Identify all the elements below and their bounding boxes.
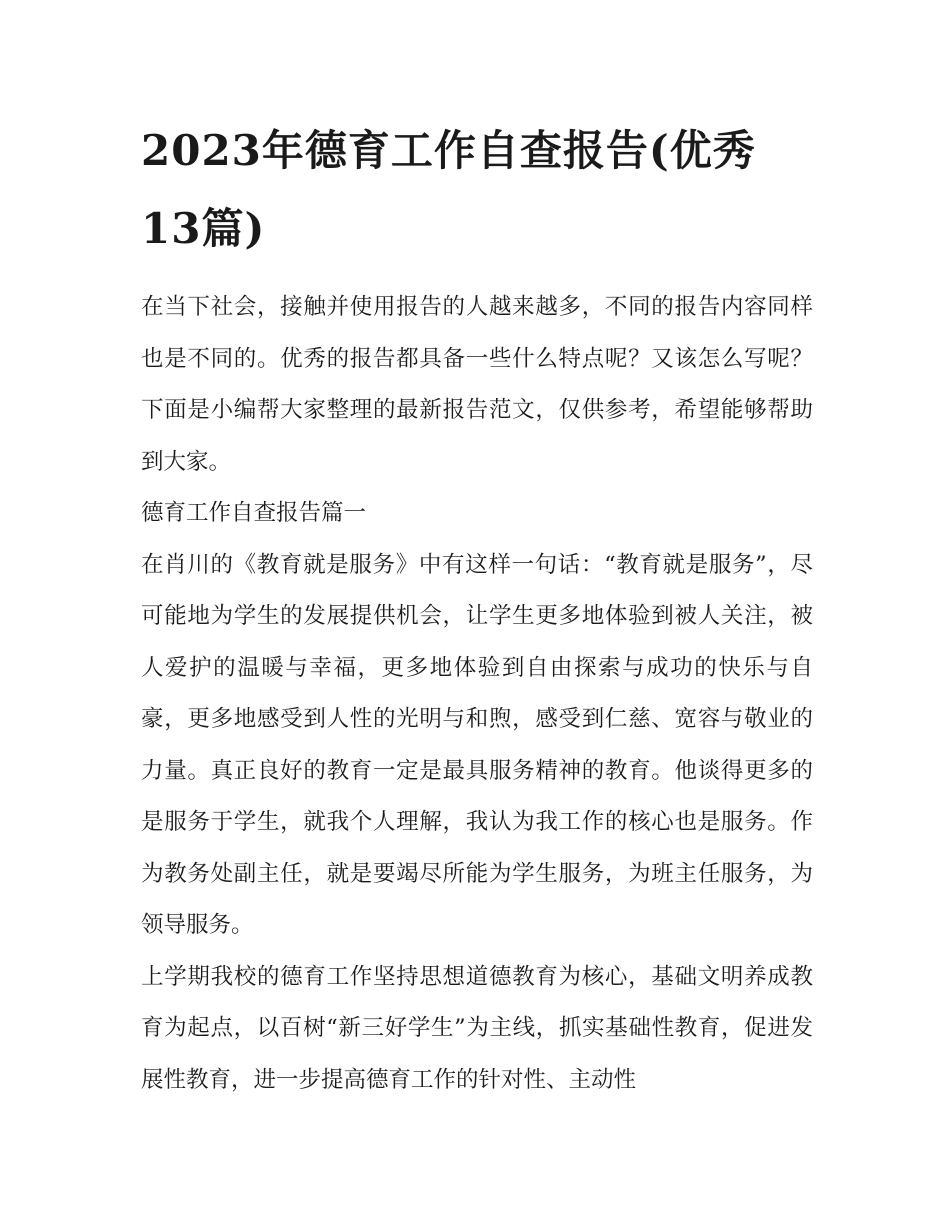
body-paragraph-2: 上学期我校的德育工作坚持思想道德教育为核心，基础文明养成教育为起点，以百树“新三好学生”为主线，抓实基础性教育，促进发展性教育，进一步提高德育工作的针对性、主动性 [141, 963, 813, 1093]
document-title: 2023年德育工作自查报告(优秀13篇) [141, 126, 756, 253]
intro-paragraph: 在当下社会，接触并使用报告的人越来越多，不同的报告内容同样也是不同的。优秀的报告都具备一些什么特点呢？又该怎么写呢？下面是小编帮大家整理的最新报告范文，仅供参考，希望能够帮助到大家。 [141, 294, 813, 475]
section-heading: 德育工作自查报告篇一 [141, 500, 367, 526]
document-body [141, 112, 813, 1106]
body-paragraph-1: 在肖川的《教育就是服务》中有这样一句话：“教育就是服务”，尽可能地为学生的发展提供机会，让学生更多地体验到被人关注，被人爱护的温暖与幸福，更多地体验到自由探索与成功的快乐与自豪，更多地感受到人性的光明与和煦，感受到仁慈、宽容与敬业的力量。真正良好的教育一定是最具服务精神的教育。他谈得更多的是服务于学生，就我个人理解，我认为我工作的核心也是服务。作为教务处副主任，就是要竭尽所能为学生服务，为班主任服务，为领导服务。 [141, 551, 813, 938]
